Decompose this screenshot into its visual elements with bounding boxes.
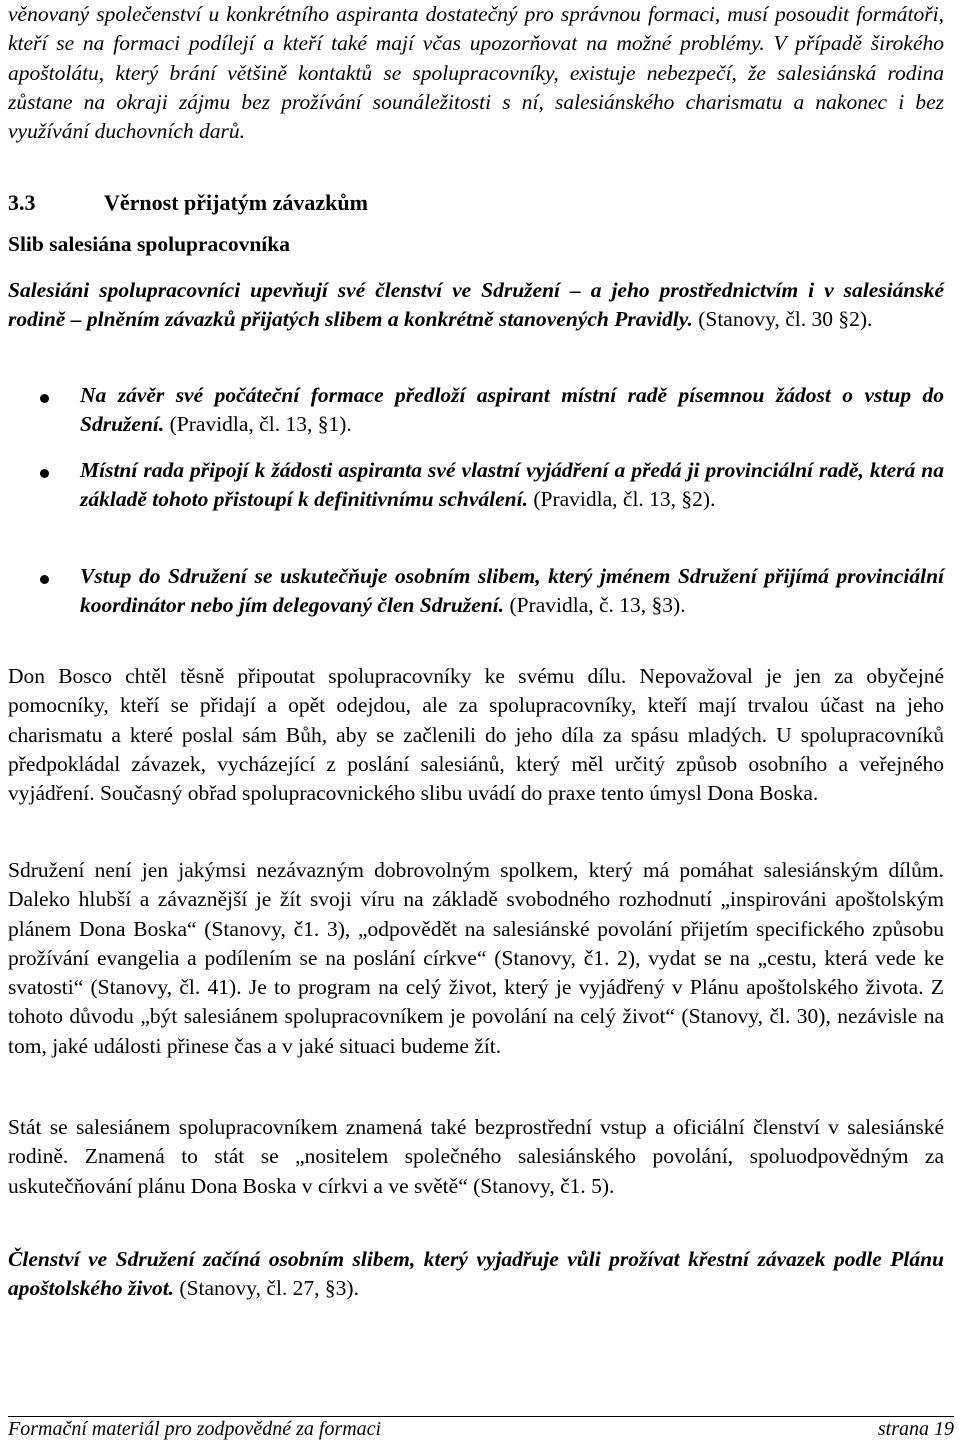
bullet-dot (40, 469, 49, 478)
body-paragraph: Stát se salesiánem spolupracovníkem znamená také bezprostřední vstup a oficiální členství v salesiánské rodině. Znamená to stát se „nositelem společného salesiánského povolání, spoluodpovědným za uskutečňování plánu Dona Boska v církvi a ve světě“ (Stanovy, č1. 5). (8, 1115, 944, 1198)
closing-paragraph (8, 1245, 944, 1304)
section-title: Věrnost přijatým závazkům (104, 190, 368, 215)
bullet-reference: (Pravidla, čl. 13, §1). (164, 412, 352, 437)
bullet-emphasis: Vstup do Sdružení se uskutečňuje osobním slibem, který jménem Sdružení přijímá provinciální koordinátor nebo jím delegovaný člen Sdružení. (80, 564, 944, 618)
page-number: strana 19 (877, 1418, 954, 1440)
bullet-dot (40, 394, 49, 403)
footer-divider (8, 1416, 954, 1417)
lead-reference: (Stanovy, čl. 30 §2). (692, 307, 873, 332)
lead-paragraph (8, 276, 944, 335)
lead-emphasis: Salesiáni spolupracovníci upevňují své členství ve Sdružení – a jeho prostřednictvím i v salesiánské rodině – plněním závazků přijatých slibem a konkrétně stanovených Pravidly. (8, 278, 944, 332)
bullet-item (8, 456, 944, 515)
closing-reference: (Stanovy, čl. 27, §3). (174, 1276, 359, 1301)
closing-emphasis: Členství ve Sdružení začíná osobním slibem, který vyjadřuje vůli prožívat křestní závazek podle Plánu apoštolského život. (8, 1247, 944, 1301)
bullet-emphasis: Místní rada připojí k žádosti aspiranta své vlastní vyjádření a předá ji provinciální radě, která na základě tohoto přistoupí k definitivnímu schválení. (80, 458, 944, 512)
body-paragraph: Don Bosco chtěl těsně připoutat spolupracovníky ke svému dílu. Nepovažoval je jen za obyčejné pomocníky, kteří se přidají a opět odejdou, ale za spolupracovníky, kteří mají trvalou účast na jeho charismatu a které poslal sám Bůh, aby se začlenili do jeho díla za spásu mladých. U spolupracovníků předpokládal závazek, vycházející z poslání salesiánů, který měl určitý způsob osobního a veřejného vyjádření. Současný obřad spolupracovnického slibu uvádí do praxe tento úmysl Dona Boska. (8, 664, 944, 806)
intro-paragraph: věnovaný společenství u konkrétního aspiranta dostatečný pro správnou formaci, musí posoudit formátoři, kteří se na formaci podílejí a kteří také mají včas upozorňovat na možné problémy. V případě širokého apoštolátu, který brání většině kontaktů se spolupracovníky, existuje nebezpečí, že salesiánská rodina zůstane na okraji zájmu bez prožívání sounáležitosti s ní, salesiánského charismatu a nakonec i bez využívání duchovních darů. (8, 2, 944, 144)
bullet-dot (40, 575, 49, 584)
body-paragraph: Sdružení není jen jakýmsi nezávazným dobrovolným spolkem, který má pomáhat salesiánským dílům. Daleko hlubší a závaznější je žít svoji víru na základě svobodného rozhodnutí „inspirováni apoštolským plánem Dona Boska“ (Stanovy, č1. 3), „odpovědět na salesiánské povolání přijetím specifického způsobu prožívání evangelia a podílením se na poslání církve“ (Stanovy, č1. 2), vydat se na „cestu, která vede ke svatosti“ (Stanovy, čl. 41). Je to program na celý život, který je vyjádřený v Plánu apoštolského života. Z tohoto důvodu „být salesiánem spolupracovníkem je povolání na celý život“ (Stanovy, čl. 30), nezávisle na tom, jaké události přinese čas a v jaké situaci budeme žít. (8, 858, 944, 1058)
section-subtitle: Slib salesiána spolupracovníka (8, 232, 290, 256)
bullet-item (8, 562, 944, 621)
section-number: 3.3 (8, 190, 36, 215)
bullet-reference: (Pravidla, č. 13, §3). (504, 593, 686, 618)
bullet-reference: (Pravidla, čl. 13, §2). (527, 487, 716, 512)
bullet-item (8, 381, 944, 440)
section-heading (8, 190, 368, 216)
bullet-emphasis: Na závěr své počáteční formace předloží aspirant místní radě písemnou žádost o vstup do Sdružení. (80, 383, 944, 437)
footer-title: Formační materiál pro zodpovědné za formaci (8, 1418, 382, 1440)
